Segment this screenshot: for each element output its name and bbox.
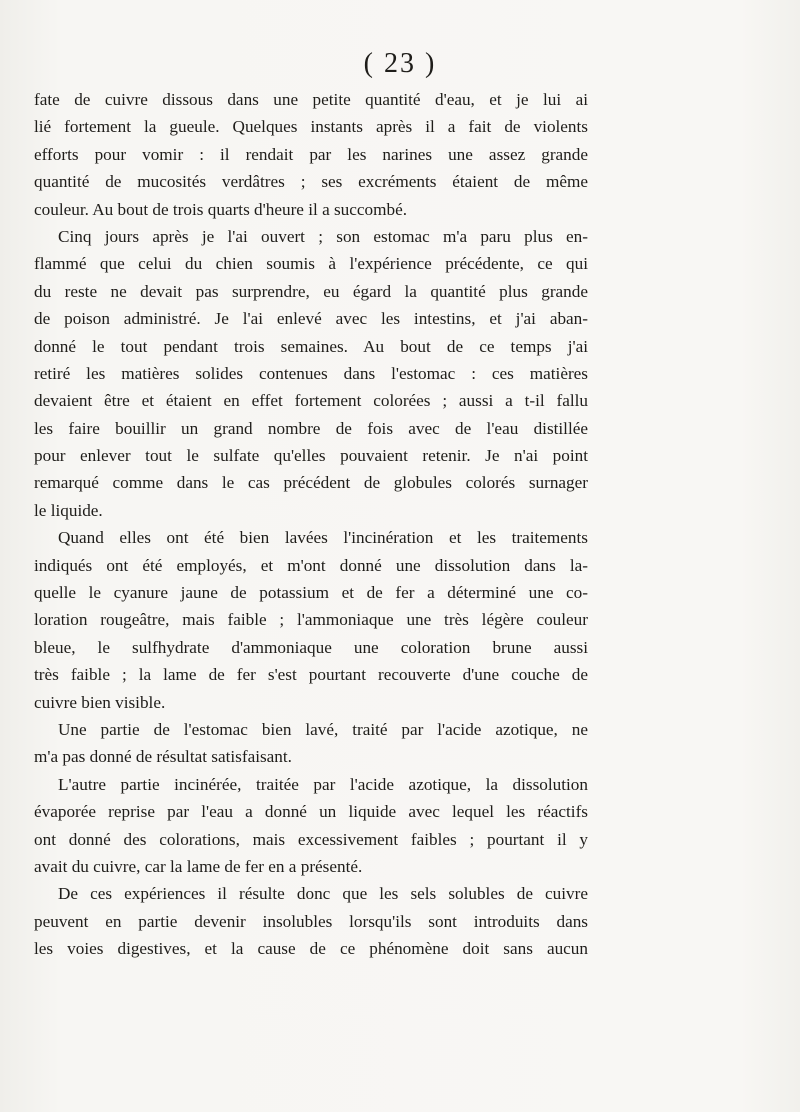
- text-line: Une partie de l'estomac bien lavé, traité par l'acide azotique, ne: [58, 719, 588, 739]
- text-line: évaporée reprise par l'eau a donné un liquide avec lequel les réactifs: [34, 802, 588, 822]
- text-line: bleue, le sulfhydrate d'ammoniaque une coloration brune aussi: [34, 637, 588, 657]
- text-line: indiqués ont été employés, et m'ont donné une dissolution dans la-: [34, 555, 588, 575]
- text-line: Quand elles ont été bien lavées l'incinération et les traitements: [58, 528, 588, 548]
- text-line: loration rougeâtre, mais faible ; l'ammoniaque une très légère couleur: [34, 610, 588, 630]
- text-line: très faible ; la lame de fer s'est pourtant recouverte d'une couche de: [34, 665, 588, 685]
- text-line: les faire bouillir un grand nombre de fois avec de l'eau distillée: [34, 418, 588, 438]
- text-line: retiré les matières solides contenues dans l'estomac : ces matières: [34, 363, 588, 383]
- text-line: remarqué comme dans le cas précédent de globules colorés surnager: [34, 473, 588, 493]
- text-line: du reste ne devait pas surprendre, eu égard la quantité plus grande: [34, 281, 588, 301]
- page-number: ( 23 ): [363, 48, 437, 79]
- text-line: m'a pas donné de résultat satisfaisant.: [34, 747, 292, 767]
- text-line: le liquide.: [34, 500, 103, 520]
- text-line: avait du cuivre, car la lame de fer en a présenté.: [34, 856, 363, 876]
- text-line: quantité de mucosités verdâtres ; ses excréments étaient de même: [34, 172, 588, 192]
- text-line: L'autre partie incinérée, traitée par l'acide azotique, la dissolution: [58, 774, 588, 794]
- text-line: quelle le cyanure jaune de potassium et de fer a déterminé une co-: [34, 583, 588, 603]
- text-line: peuvent en partie devenir insolubles lorsqu'ils sont introduits dans: [34, 911, 588, 931]
- text-line: lié fortement la gueule. Quelques instants après il a fait de violents: [34, 117, 588, 137]
- text-line: De ces expériences il résulte donc que les sels solubles de cuivre: [58, 884, 588, 904]
- text-line: Cinq jours après je l'ai ouvert ; son estomac m'a paru plus en-: [58, 226, 588, 246]
- text-line: ont donné des colorations, mais excessivement faibles ; pourtant il y: [34, 829, 588, 849]
- body-text: [34, 86, 588, 963]
- text-line: devaient être et étaient en effet fortement colorées ; aussi a t-il fallu: [34, 391, 588, 411]
- text-line: flammé que celui du chien soumis à l'expérience précédente, ce qui: [34, 254, 588, 274]
- text-line: fate de cuivre dissous dans une petite quantité d'eau, et je lui ai: [34, 90, 588, 109]
- text-line: efforts pour vomir : il rendait par les narines une assez grande: [34, 144, 588, 164]
- text-line: cuivre bien visible.: [34, 692, 166, 712]
- text-line: de poison administré. Je l'ai enlevé avec les intestins, et j'ai aban-: [34, 309, 588, 329]
- text-line: couleur. Au bout de trois quarts d'heure il a succombé.: [34, 199, 408, 219]
- text-line: les voies digestives, et la cause de ce phénomène doit sans aucun: [34, 939, 588, 959]
- text-line: pour enlever tout le sulfate qu'elles pouvaient retenir. Je n'ai point: [34, 446, 588, 466]
- text-line: donné le tout pendant trois semaines. Au bout de ce temps j'ai: [34, 336, 588, 356]
